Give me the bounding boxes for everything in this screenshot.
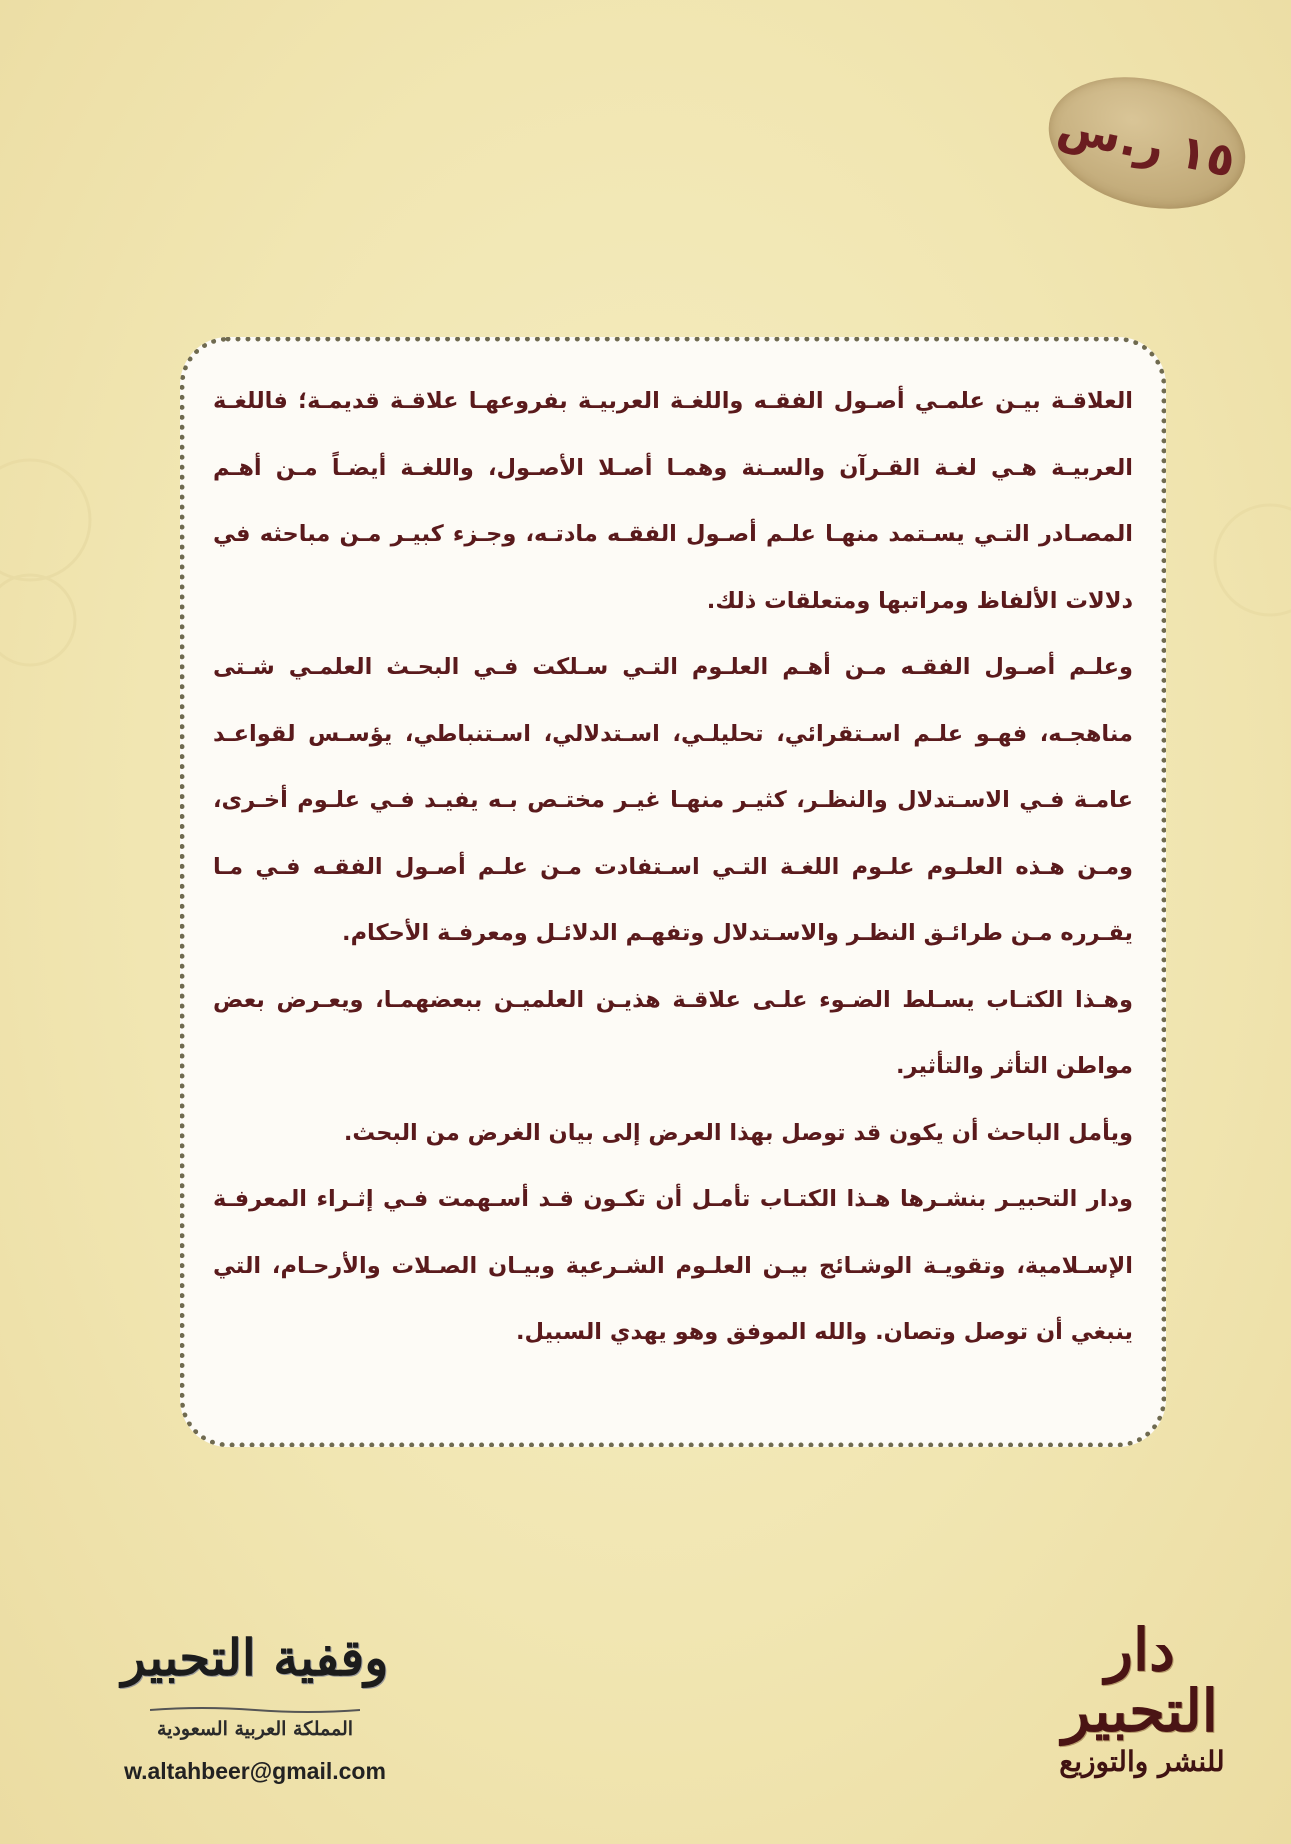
description-paragraph: ويأمل الباحث أن يكون قد توصل بهذا العرض إلى بيان الغرض من البحث. xyxy=(343,1119,1133,1146)
waqf-email: w.altahbeer@gmail.com xyxy=(124,1758,386,1784)
publisher-logo-name: دار التحبير xyxy=(1062,1616,1218,1745)
price-label: ١٥ ر.س xyxy=(1053,97,1241,189)
waqf-country: المملكة العربية السعودية xyxy=(156,1718,354,1740)
description-paragraph: وهـذا الكتـاب يسـلط الضـوء علـى علاقـة هذيـن العلميـن ببعضهمـا، ويعـرض بعض مواطن التأثر والتأثير. xyxy=(213,986,1133,1079)
waqf-logo-name: وقفية التحبير xyxy=(121,1628,389,1687)
description-box xyxy=(180,337,1166,1447)
waqf-ornament xyxy=(150,1706,360,1714)
description-text xyxy=(213,368,1133,1366)
price-badge xyxy=(1035,58,1260,229)
description-paragraph: وعلـم أصـول الفقـه مـن أهـم العلـوم التـي سـلكت فـي البحـث العلمـي شـتى مناهجـه، فهـو علـم اسـتقرائي، تحليلـي، اسـتدلالي، اسـتنباطي، يؤسـس لقواعـد عامـة فـي الاسـتدلال والنظـر، كثيـر منهـا غيـر مختـص بـه يفيـد فـي علـوم أخـرى، ومـن هـذه العلـوم علـوم اللغـة التـي اسـتفادت مـن علـم أصـول الفقـه فـي مـا يقـرره مـن طرائـق النظـر والاسـتدلال وتفهـم الدلائـل ومعرفـة الأحكام. xyxy=(213,654,1133,946)
publisher-subtitle: للنشر والتوزيع xyxy=(1059,1745,1225,1778)
description-paragraph: العلاقـة بيـن علمـي أصـول الفقـه واللغـة العربيـة بفروعهـا علاقـة قديمـة؛ فاللغـة العربيـة هـي لغـة القـرآن والسـنة وهمـا أصـلا الأصـول، واللغـة أيضـاً مـن أهـم المصـادر التـي يسـتمد منهـا علـم أصـول الفقـه مادتـه، وجـزء كبيـر مـن مباحثه في دلالات الألفاظ ومراتبها ومتعلقات ذلك. xyxy=(213,388,1133,614)
description-paragraph: ودار التحبيـر بنشـرها هـذا الكتـاب تأمـل أن تكـون قـد أسـهمت فـي إثـراء المعرفـة الإسـلامية، وتقويـة الوشـائج بيـن العلـوم الشـرعية وبيـان الصـلات والأرحـام، التي ينبغي أن توصل وتصان. والله الموفق وهو يهدي السبيل. xyxy=(213,1186,1133,1345)
